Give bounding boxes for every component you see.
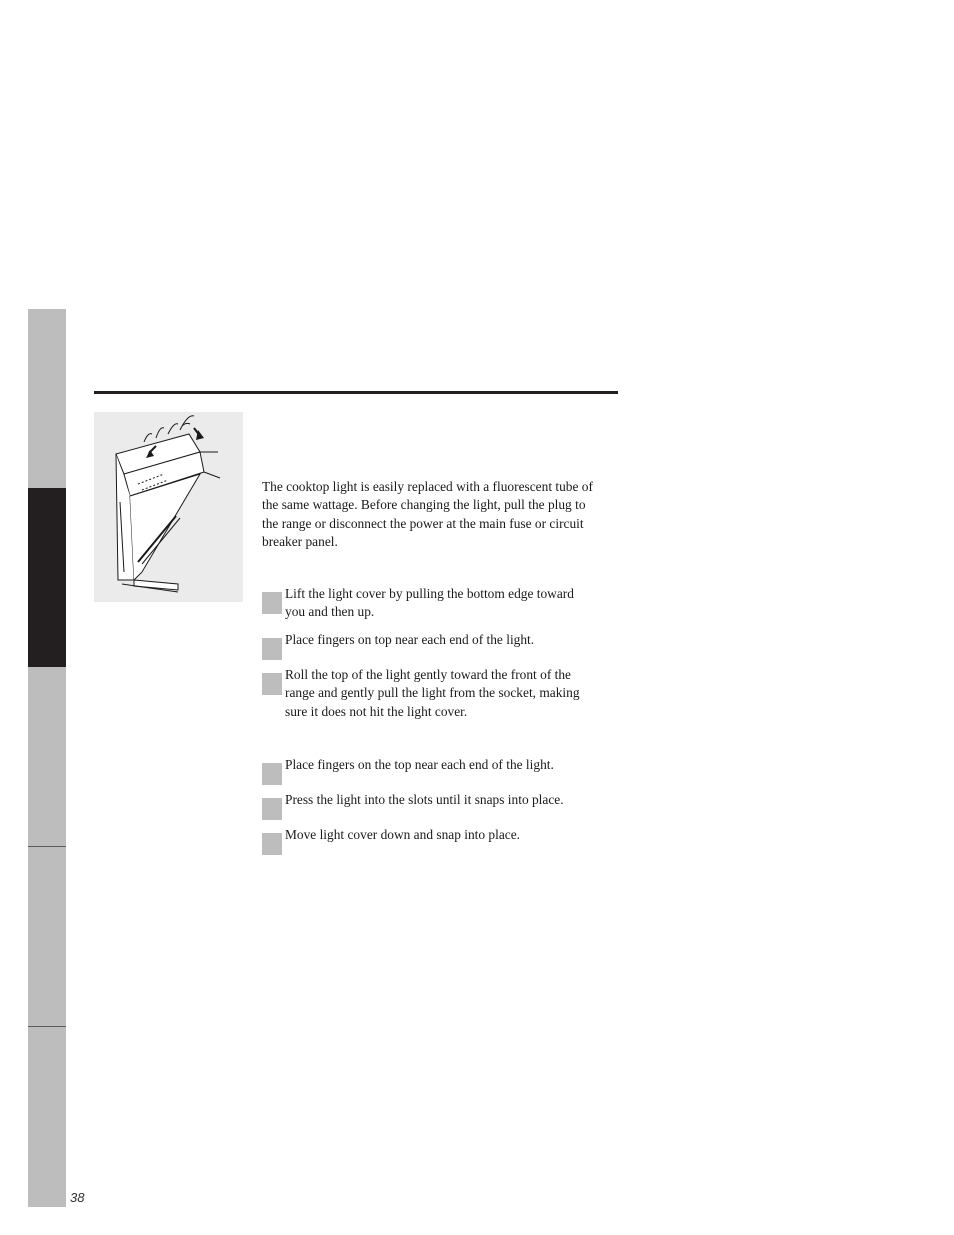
section-rule	[94, 391, 618, 394]
tab-divider	[28, 846, 66, 847]
step-marker	[262, 798, 282, 820]
section-tab-3	[28, 667, 66, 846]
section-tab-4	[28, 846, 66, 1026]
page-number: 38	[70, 1190, 85, 1205]
step-marker	[262, 673, 282, 695]
step-marker	[262, 833, 282, 855]
step-marker	[262, 763, 282, 785]
cooktop-light-drawing	[94, 412, 243, 602]
cooktop-light-illustration	[94, 412, 243, 602]
step-text: Roll the top of the light gently toward the front of the range and gently pull the light from the socket, making sure it does not hit the light cover.	[285, 667, 580, 719]
step-text: Move light cover down and snap into place.	[285, 827, 521, 842]
step-marker	[262, 592, 282, 614]
step-text: Press the light into the slots until it snaps into place.	[285, 792, 564, 807]
tab-divider	[28, 1026, 66, 1027]
intro-paragraph: The cooktop light is easily replaced with a fluorescent tube of the same wattage. Before changing the light, pull the plug to the range or disconnect the power at the main fuse or circuit breaker panel.	[262, 479, 593, 549]
step-marker	[262, 638, 282, 660]
section-tab-active	[28, 488, 66, 667]
step-text: Lift the light cover by pulling the bottom edge toward you and then up.	[285, 586, 574, 620]
step-text: Place fingers on top near each end of the light.	[285, 632, 535, 647]
section-tab-5	[28, 1026, 66, 1207]
step-text: Place fingers on the top near each end of the light.	[285, 757, 554, 772]
section-tab-1	[28, 309, 66, 488]
